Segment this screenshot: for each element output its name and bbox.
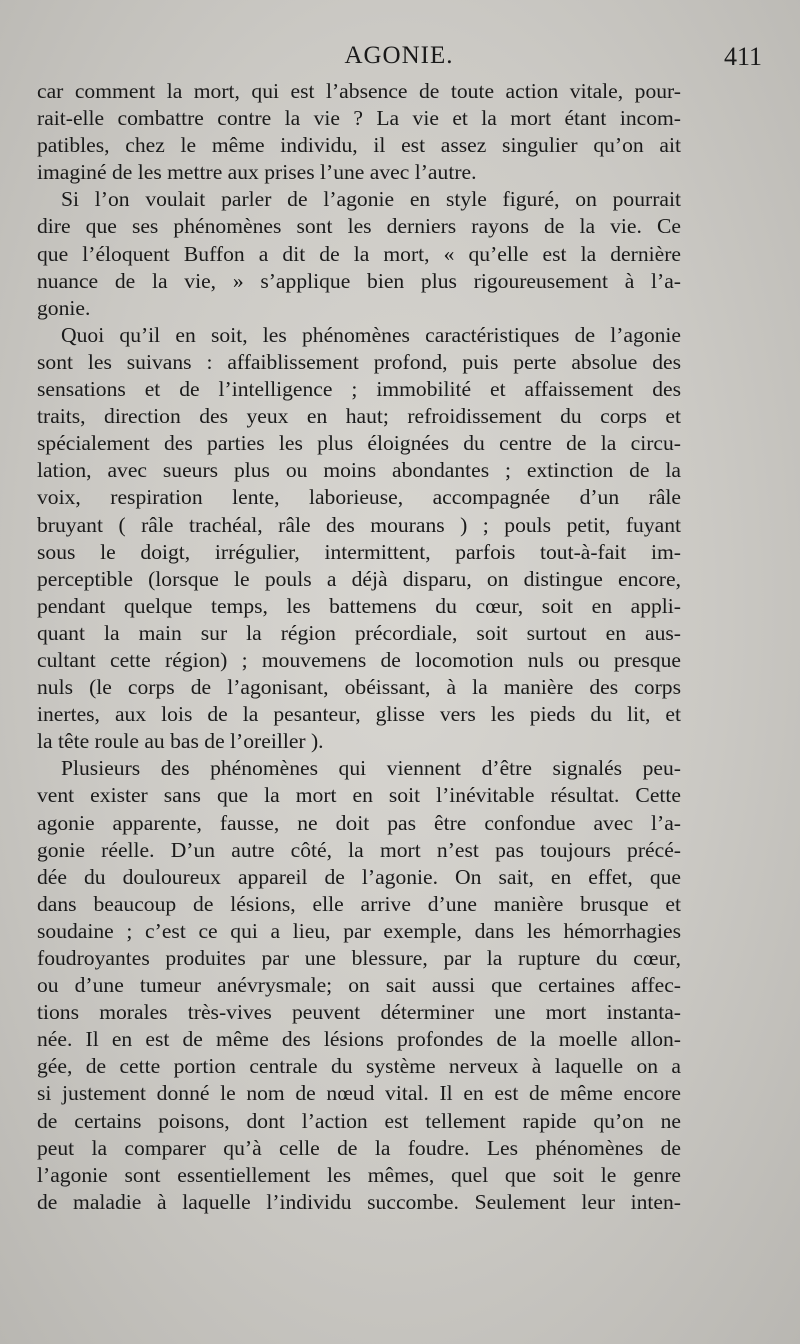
page-number: 411: [723, 42, 762, 71]
text-line: sont les suivans : affaiblissement profond, puis perte absolue des: [37, 349, 681, 374]
text-line: foudroyantes produites par une blessure, par la rupture du cœur,: [37, 946, 681, 970]
text-line: Quoi qu’il en soit, les phénomènes caractéristiques de l’agonie: [61, 322, 681, 347]
text-line: lation, avec sueurs plus ou moins abondantes ; extinction de la: [37, 458, 681, 483]
text-line: née. Il en est de même des lésions profondes de la moelle allon-: [37, 1027, 681, 1052]
text-line: que l’éloquent Buffon a dit de la mort, « qu’elle est la dernière: [37, 241, 681, 266]
text-line: Si l’on voulait parler de l’agonie en style figuré, on pourrait: [61, 187, 681, 212]
text-line: perceptible (lorsque le pouls a déjà disparu, on distingue encore,: [37, 566, 681, 591]
text-line: cultant cette région) ; mouvemens de locomotion nuls ou presque: [37, 647, 681, 672]
text-line: si justement donné le nom de nœud vital. Il en est de même encore: [37, 1081, 681, 1106]
text-line: dire que ses phénomènes sont les derniers rayons de la vie. Ce: [37, 214, 681, 239]
text-line: inertes, aux lois de la pesanteur, glisse vers les pieds du lit, et: [37, 702, 681, 727]
running-title: AGONIE.: [344, 42, 454, 69]
text-line: gonie.: [37, 295, 91, 320]
text-line: traits, direction des yeux en haut; refroidissement du corps et: [37, 404, 681, 429]
text-line: Plusieurs des phénomènes qui viennent d’être signalés peu-: [61, 756, 681, 781]
text-line: de certains poisons, dont l’action est tellement rapide qu’on ne: [37, 1108, 681, 1133]
text-line: soudaine ; c’est ce qui a lieu, par exemple, dans les hémorrhagies: [37, 918, 681, 943]
text-line: gonie réelle. D’un autre côté, la mort n’est pas toujours précé-: [37, 837, 681, 862]
text-line: sous le doigt, irrégulier, intermittent, parfois tout-à-fait im-: [37, 539, 681, 564]
text-line: nuls (le corps de l’agonisant, obéissant, à la manière des corps: [37, 675, 681, 700]
text-line: vent exister sans que la mort en soit l’inévitable résultat. Cette: [37, 783, 681, 808]
text-line: nuance de la vie, » s’applique bien plus rigoureusement à l’a-: [37, 268, 681, 293]
text-line: sensations et de l’intelligence ; immobilité et affaissement des: [37, 377, 681, 402]
text-line: l’agonie sont essentiellement les mêmes, quel que soit le genre: [37, 1162, 681, 1187]
text-line: tions morales très-vives peuvent déterminer une mort instanta-: [37, 1000, 681, 1025]
text-line: patibles, chez le même individu, il est assez singulier qu’on ait: [37, 133, 681, 158]
text-line: car comment la mort, qui est l’absence de toute action vitale, pour-: [37, 79, 681, 103]
body-text: [37, 78, 681, 1216]
text-line: spécialement des parties les plus éloignées du centre de la circu-: [37, 431, 681, 456]
text-line: peut la comparer qu’à celle de la foudre. Les phénomènes de: [37, 1135, 681, 1160]
text-line: dans beaucoup de lésions, elle arrive d’une manière brusque et: [37, 891, 681, 916]
text-line: ou d’une tumeur anévrysmale; on sait aussi que certaines affec-: [37, 973, 681, 998]
text-line: la tête roule au bas de l’oreiller ).: [37, 729, 324, 754]
text-line: quant la main sur la région précordiale, soit surtout en aus-: [37, 620, 681, 645]
text-line: de maladie à laquelle l’individu succombe. Seulement leur inten-: [37, 1189, 681, 1214]
text-line: imaginé de les mettre aux prises l’une avec l’autre.: [37, 160, 477, 185]
text-line: voix, respiration lente, laborieuse, accompagnée d’un râle: [37, 485, 681, 510]
text-line: agonie apparente, fausse, ne doit pas être confondue avec l’a-: [37, 810, 681, 835]
text-line: rait-elle combattre contre la vie ? La vie et la mort étant incom-: [37, 106, 681, 131]
page-header: [36, 42, 762, 82]
text-line: pendant quelque temps, les battemens du cœur, soit en appli-: [37, 593, 681, 618]
text-line: bruyant ( râle trachéal, râle des mourans ) ; pouls petit, fuyant: [37, 512, 681, 537]
text-line: dée du douloureux appareil de l’agonie. On sait, en effet, que: [37, 864, 681, 889]
text-line: gée, de cette portion centrale du système nerveux à laquelle on a: [37, 1054, 681, 1079]
